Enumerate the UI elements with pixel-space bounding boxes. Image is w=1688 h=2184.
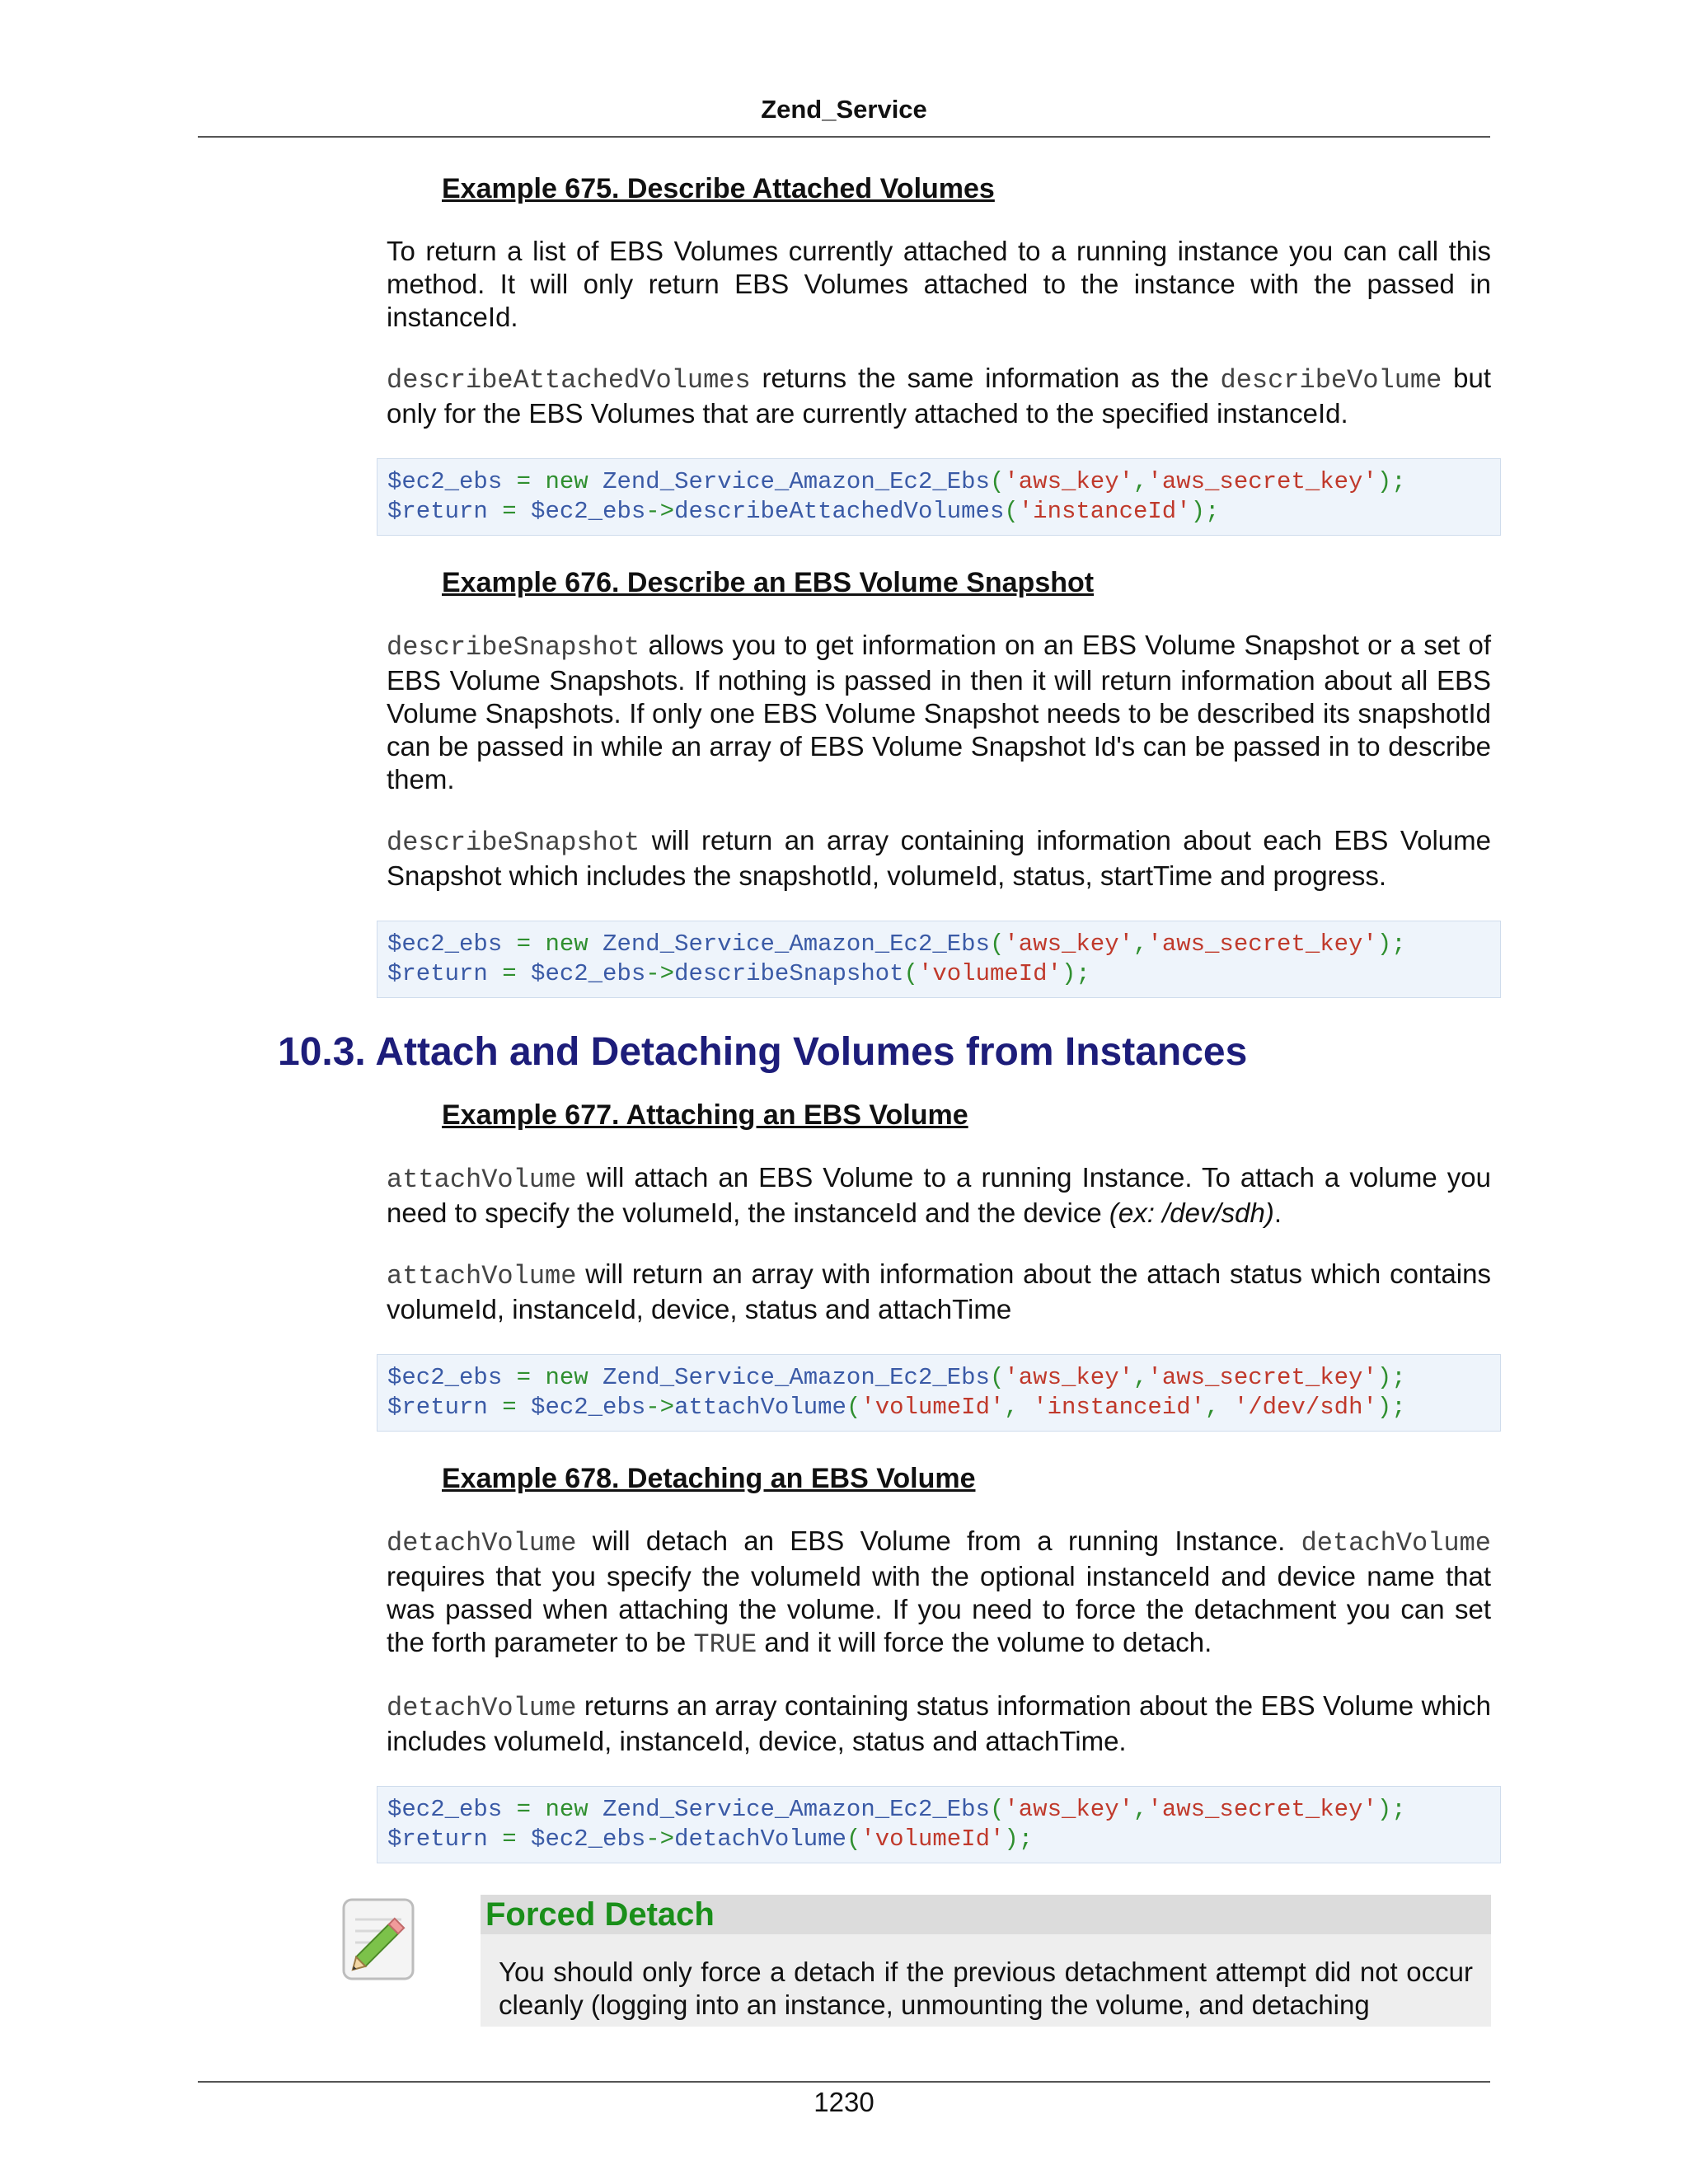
inline-code: detachVolume (1301, 1528, 1491, 1558)
inline-code: detachVolume (387, 1693, 577, 1723)
example-676-code-block: $ec2_ebs = new Zend_Service_Amazon_Ec2_Ebs('aws_key','aws_secret_key'); $return = $ec2_ebs->describeSnapshot('volumeId'); (377, 921, 1501, 998)
example-676-paragraph-2: describeSnapshot will return an array containing information about each EBS Volume Snapshot which includes the snapshotId, volumeId, status, startTime and progress. (387, 825, 1491, 891)
example-675-title: Example 675. Describe Attached Volumes (442, 173, 995, 204)
example-678-paragraph-1: detachVolume will detach an EBS Volume from a running Instance. detachVolume requires that you specify the volumeId with the optional instanceId and device name that was passed when attaching the volume. If you need to force the detachment you can set the forth parameter to be TRUE and it will force the volume to detach. (387, 1526, 1491, 1660)
example-677-paragraph-1: attachVolume will attach an EBS Volume to a running Instance. To attach a volume you need to specify the volumeId, the instanceId and the device (ex: /dev/sdh). (387, 1162, 1491, 1228)
note-pencil-icon (337, 1895, 420, 1984)
note-admonition (387, 1895, 1491, 2027)
example-677-code-block: $ec2_ebs = new Zend_Service_Amazon_Ec2_Ebs('aws_key','aws_secret_key'); $return = $ec2_ebs->attachVolume('volumeId', 'instanceid', '/dev/sdh'); (377, 1354, 1501, 1432)
example-677-title: Example 677. Attaching an EBS Volume (442, 1099, 968, 1131)
example-675-paragraph-1: To return a list of EBS Volumes currently attached to a running instance you can call this method. It will only return EBS Volumes attached to the instance with the passed in instanceId. (387, 236, 1491, 332)
example-675-paragraph-2: describeAttachedVolumes returns the same information as the describeVolume but only for the EBS Volumes that are currently attached to the specified instanceId. (387, 363, 1491, 429)
inline-code: describeSnapshot (387, 632, 640, 663)
inline-code: attachVolume (387, 1165, 577, 1195)
example-676-paragraph-1: describeSnapshot allows you to get information on an EBS Volume Snapshot or a set of EBS Volume Snapshots. If nothing is passed in then it will return information about all EBS Volume Snapshots. If only one EBS Volume Snapshot needs to be described its snapshotId can be passed in while an array of EBS Volume Snapshot Id's can be passed in to describe them. (387, 630, 1491, 794)
note-title: Forced Detach (481, 1895, 1491, 1934)
page-content (278, 173, 1491, 2027)
page-number: 1230 (814, 2087, 874, 2117)
inline-code: detachVolume (387, 1528, 577, 1558)
header-rule (198, 136, 1490, 138)
example-677-paragraph-2: attachVolume will return an array with information about the attach status which contains volumeId, instanceId, device, status and attachTime (387, 1258, 1491, 1324)
running-header: Zend_Service (761, 95, 927, 124)
note-body: You should only force a detach if the previous detachment attempt did not occur cleanly (logging into an instance, unmounting the volume, and detaching (481, 1934, 1491, 2027)
inline-code: TRUE (693, 1629, 757, 1660)
example-675-code-block: $ec2_ebs = new Zend_Service_Amazon_Ec2_Ebs('aws_key','aws_secret_key'); $return = $ec2_ebs->describeAttachedVolumes('instanceId'); (377, 458, 1501, 536)
inline-code: describeVolume (1220, 365, 1442, 396)
note-box (481, 1895, 1491, 2027)
example-676-title: Example 676. Describe an EBS Volume Snapshot (442, 567, 1095, 598)
example-678-code-block: $ec2_ebs = new Zend_Service_Amazon_Ec2_Ebs('aws_key','aws_secret_key'); $return = $ec2_ebs->detachVolume('volumeId'); (377, 1786, 1501, 1863)
inline-code: describeAttachedVolumes (387, 365, 751, 396)
section-heading: 10.3. Attach and Detaching Volumes from Instances (278, 1030, 1248, 1074)
inline-code: attachVolume (387, 1261, 577, 1291)
inline-code: describeSnapshot (387, 827, 640, 858)
example-678-paragraph-2: detachVolume returns an array containing status information about the EBS Volume which includes volumeId, instanceId, device, status and attachTime. (387, 1690, 1491, 1756)
footer-rule (198, 2081, 1490, 2083)
example-678-title: Example 678. Detaching an EBS Volume (442, 1463, 976, 1494)
